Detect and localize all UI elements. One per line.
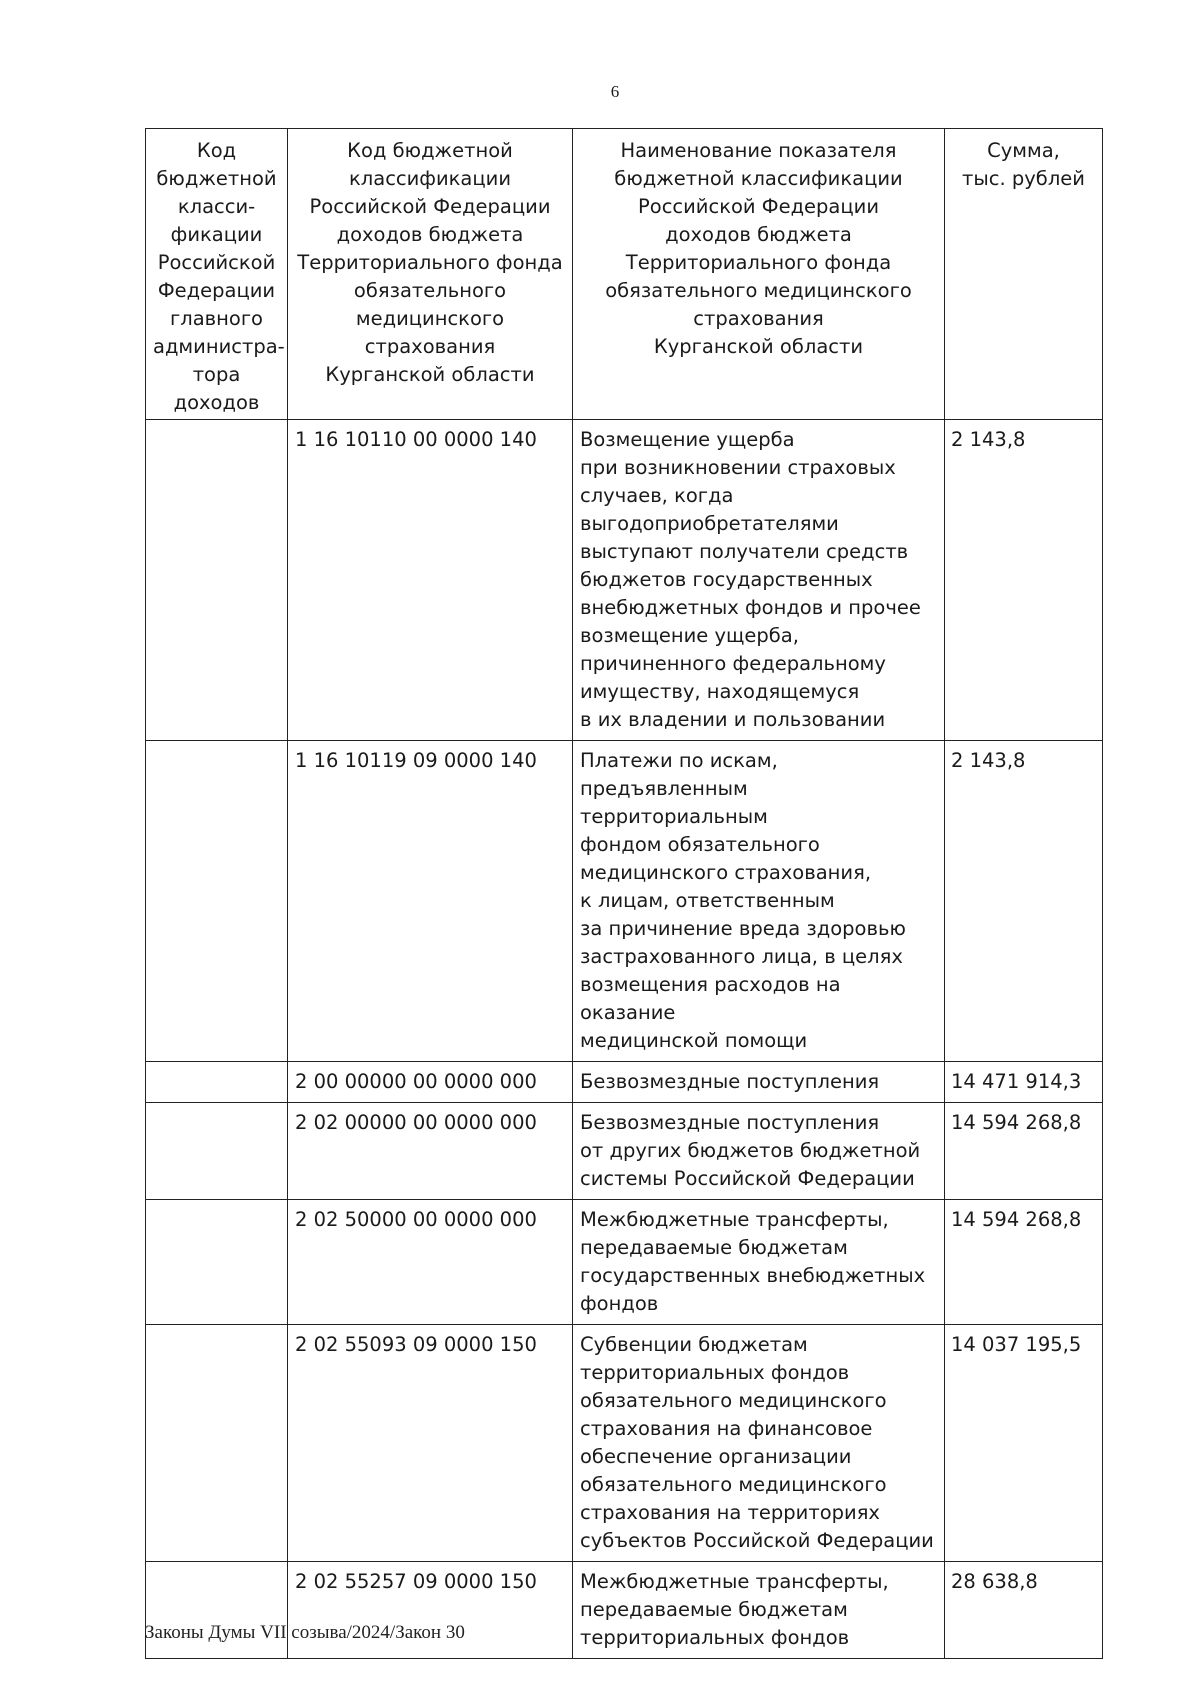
header-amount xyxy=(945,129,1103,420)
cell-code: 1 16 10110 00 0000 140 xyxy=(288,420,573,741)
cell-admin-code xyxy=(146,1103,288,1200)
text-line: фикации xyxy=(170,223,263,246)
text-line: передаваемые бюджетам xyxy=(580,1598,848,1621)
text-line: выгодоприобретателями xyxy=(580,512,839,535)
text-line: доходов бюджета xyxy=(336,223,524,246)
table-row xyxy=(146,1062,1103,1103)
text-line: Код бюджетной xyxy=(347,139,513,162)
text-line: доходов бюджета xyxy=(665,223,852,246)
cell-amount: 14 594 268,8 xyxy=(945,1200,1103,1325)
table-row xyxy=(146,1200,1103,1325)
header-indicator-name xyxy=(573,129,945,420)
text-line: Курганской области xyxy=(325,363,535,386)
cell-amount: 14 471 914,3 xyxy=(945,1062,1103,1103)
text-line: классификации xyxy=(349,167,511,190)
text-line: территориальных фондов xyxy=(580,1626,850,1649)
cell-name xyxy=(573,1103,945,1200)
text-line: обязательного медицинского xyxy=(580,1473,887,1496)
text-line: возмещения расходов на оказание xyxy=(580,973,841,1024)
cell-name xyxy=(573,1325,945,1562)
text-line: Федерации xyxy=(157,279,276,302)
text-line: главного xyxy=(169,307,263,330)
text-line: Межбюджетные трансферты, xyxy=(580,1208,889,1231)
text-line: медицинского страхования, xyxy=(580,861,872,884)
text-line: тыс. рублей xyxy=(962,167,1085,190)
text-line: Безвозмездные поступления xyxy=(580,1111,880,1134)
text-line: системы Российской Федерации xyxy=(580,1167,915,1190)
text-line: бюджетов государственных xyxy=(580,568,873,591)
cell-name xyxy=(573,1200,945,1325)
text-line: Территориального фонда xyxy=(297,251,563,274)
text-line: Курганской области xyxy=(653,335,864,358)
text-line: медицинской помощи xyxy=(580,1029,808,1052)
cell-admin-code xyxy=(146,741,288,1062)
text-line: Российской Федерации xyxy=(309,195,551,218)
cell-name xyxy=(573,741,945,1062)
cell-amount: 2 143,8 xyxy=(945,741,1103,1062)
text-line: субъектов Российской Федерации xyxy=(580,1529,934,1552)
text-line: застрахованного лица, в целях xyxy=(580,945,903,968)
text-line: выступают получатели средств xyxy=(580,540,909,563)
text-line: Наименование показателя xyxy=(620,139,897,162)
table-row xyxy=(146,741,1103,1062)
text-line: фондом обязательного xyxy=(580,833,820,856)
cell-code: 2 02 55093 09 0000 150 xyxy=(288,1325,573,1562)
budget-classification-table xyxy=(145,128,1103,1659)
text-line: Российской xyxy=(157,251,276,274)
table-row xyxy=(146,1103,1103,1200)
cell-name xyxy=(573,1062,945,1103)
cell-code: 2 02 00000 00 0000 000 xyxy=(288,1103,573,1200)
cell-name xyxy=(573,420,945,741)
text-line: предъявленным территориальным xyxy=(580,777,768,828)
cell-code: 2 02 55257 09 0000 150 xyxy=(288,1562,573,1659)
table-row xyxy=(146,1325,1103,1562)
text-line: страхования xyxy=(693,307,824,330)
text-line: Субвенции бюджетам xyxy=(580,1333,808,1356)
text-line: внебюджетных фондов и прочее xyxy=(580,596,921,619)
text-line: Возмещение ущерба xyxy=(580,428,795,451)
cell-admin-code xyxy=(146,420,288,741)
text-line: доходов xyxy=(173,391,260,414)
text-line: территориальных фондов xyxy=(580,1361,850,1384)
cell-amount: 28 638,8 xyxy=(945,1562,1103,1659)
text-line: обязательного медицинского xyxy=(580,1389,887,1412)
text-line: государственных внебюджетных xyxy=(580,1264,926,1287)
table-row xyxy=(146,420,1103,741)
text-line: возмещение ущерба, xyxy=(580,624,799,647)
cell-amount: 14 594 268,8 xyxy=(945,1103,1103,1200)
text-line: медицинского xyxy=(355,307,505,330)
text-line: причиненного федеральному xyxy=(580,652,886,675)
cell-code: 1 16 10119 09 0000 140 xyxy=(288,741,573,1062)
text-line: обязательного xyxy=(353,279,507,302)
text-line: администра- xyxy=(153,335,285,358)
text-line: Территориального фонда xyxy=(625,251,892,274)
header-admin-code xyxy=(146,129,288,420)
text-line: класси- xyxy=(177,195,256,218)
text-line: при возникновении страховых xyxy=(580,456,896,479)
text-line: к лицам, ответственным xyxy=(580,889,835,912)
text-line: за причинение вреда здоровью xyxy=(580,917,906,940)
cell-admin-code xyxy=(146,1325,288,1562)
text-line: страхования на финансовое xyxy=(580,1417,873,1440)
cell-name xyxy=(573,1562,945,1659)
text-line: Безвозмездные поступления xyxy=(580,1070,880,1093)
text-line: страхования на территориях xyxy=(580,1501,880,1524)
text-line: фондов xyxy=(580,1292,659,1315)
text-line: обязательного медицинского xyxy=(605,279,912,302)
text-line: Платежи по искам, xyxy=(580,749,778,772)
table-header-row xyxy=(146,129,1103,420)
text-line: передаваемые бюджетам xyxy=(580,1236,848,1259)
cell-admin-code xyxy=(146,1062,288,1103)
text-line: имуществу, находящемуся xyxy=(580,680,860,703)
text-line: в их владении и пользовании xyxy=(580,708,886,731)
text-line: обеспечение организации xyxy=(580,1445,852,1468)
document-footer: Законы Думы VII созыва/2024/Закон 30 xyxy=(145,1622,465,1643)
text-line: Межбюджетные трансферты, xyxy=(580,1570,889,1593)
text-line: бюджетной xyxy=(156,167,277,190)
text-line: Сумма, xyxy=(987,139,1060,162)
cell-code: 2 02 50000 00 0000 000 xyxy=(288,1200,573,1325)
cell-amount: 14 037 195,5 xyxy=(945,1325,1103,1562)
text-line: бюджетной классификации xyxy=(614,167,903,190)
cell-code: 2 00 00000 00 0000 000 xyxy=(288,1062,573,1103)
cell-amount: 2 143,8 xyxy=(945,420,1103,741)
text-line: Код xyxy=(196,139,237,162)
text-line: от других бюджетов бюджетной xyxy=(580,1139,921,1162)
cell-admin-code xyxy=(146,1200,288,1325)
text-line: Российской Федерации xyxy=(638,195,879,218)
header-classification-code xyxy=(288,129,573,420)
text-line: тора xyxy=(192,363,241,386)
text-line: случаев, когда xyxy=(580,484,734,507)
page-number: 6 xyxy=(610,82,620,101)
text-line: страхования xyxy=(364,335,496,358)
